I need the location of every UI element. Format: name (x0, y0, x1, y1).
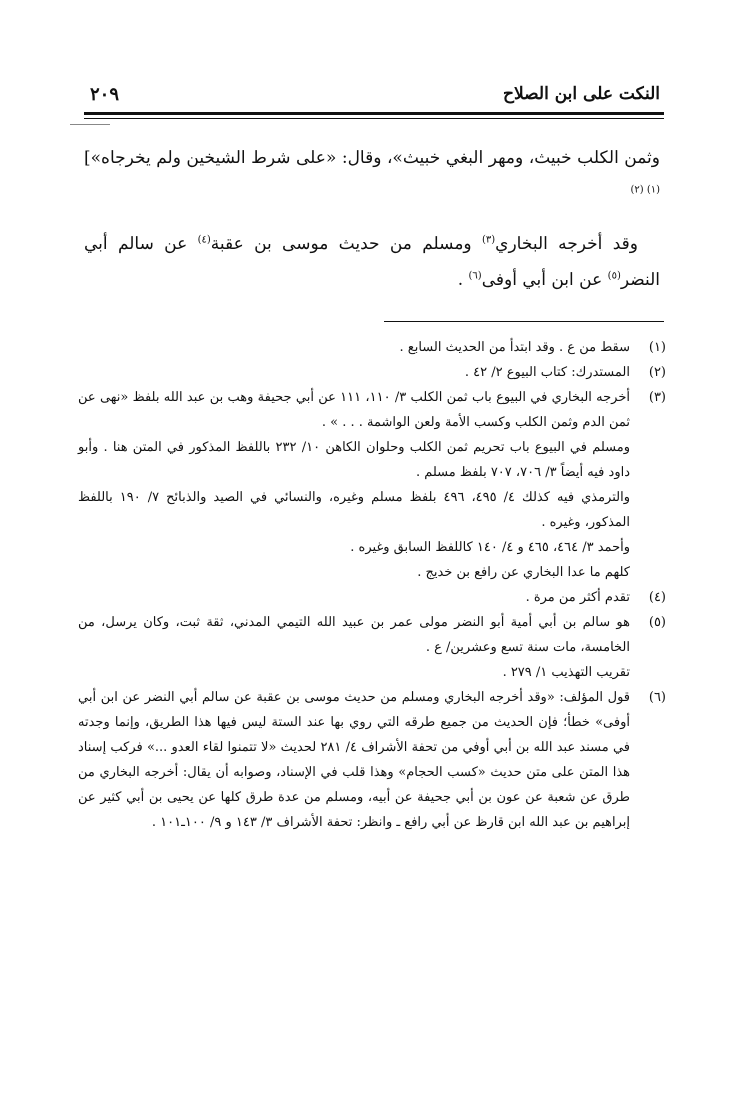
header-rule-thin (84, 118, 664, 119)
book-title: النكت على ابن الصلاح (503, 84, 660, 104)
scan-mark (70, 124, 110, 125)
footnote-5: (٥) هو سالم بن أبي أمية أبو النضر مولى عمر بن عبيد الله التيمي المدني، ثقة ثبت، وكان يرسل، من الخامسة، مات سنة تسع وعشرين/ ع . تقريب التهذيب ١/ ٢٧٩ . (78, 615, 666, 680)
main-paragraph-2: وقد أخرجه البخاري$^{(٣)}$ ومسلم من حديث موسى بن عقبة$^{(٤)}$ عن سالم أبي النضر$^{(٥)}$ عن ابن أبي أوفى$^{(٦)}$ . (84, 234, 660, 290)
page-number: ٢٠٩ (90, 84, 120, 105)
footnotes (78, 335, 666, 835)
main-text (84, 140, 660, 298)
footnote-3: (٣) أخرجه البخاري في البيوع باب ثمن الكلب ٣/ ١١٠، ١١١ عن أبي جحيفة وهب بن عبد الله بلفظ «نهى عن ثمن الدم وثمن الكلب وكسب الأمة ولعن الواشمة . . . » . ومسلم في البيوع باب تحريم ثمن الكلب وحلوان الكاهن ١٠/ ٢٣٢ باللفظ المذكور في المتن هنا . وأبو داود فيه أيضاً ٣/ ٧٠٦، ٧٠٧ بلفظ مسلم . والترمذي فيه كذلك ٤/ ٤٩٥، ٤٩٦ بلفظ مسلم وغيره، والنسائي في الصيد والذبائح ٧/ ١٩٠ باللفظ المذكور، وغيره . وأحمد ٣/ ٤٦٤، ٤٦٥ و ٤/ ١٤٠ كاللفظ السابق وغيره . كلهم ما عدا البخاري عن رافع بن خديج . (78, 390, 666, 580)
footnote-4: (٤) تقدم أكثر من مرة . (525, 590, 666, 605)
footnote-2: (٢) المستدرك: كتاب البيوع ٢/ ٤٢ . (464, 365, 666, 380)
header-rule-thick (84, 112, 664, 115)
footnote-1: (١) سقط من ع . وقد ابتدأ من الحديث السابع . (399, 340, 666, 355)
footnote-ref: (٣) (481, 234, 496, 246)
footnote-separator (384, 321, 664, 322)
footnote-refs: (١) (٢) (630, 184, 660, 196)
footnote-6: (٦) قول المؤلف: «وقد أخرجه البخاري ومسلم من حديث موسى بن عقبة عن سالم أبي النضر عن ابن أبي أوفى» خطأ؛ فإن الحديث من جميع طرقه التي روي بها عند الستة ليس فيها هذا الطريق، وإنما وجدته في مسند عبد الله بن أبي أوفي من تحفة الأشراف ٤/ ٢٨١ لحديث «لا تتمنوا لقاء العدو ...» فركب إسناد هذا المتن على متن حديث «كسب الحجام» وهذا قلب في الإسناد، وصوابه أن يقال: أخرجه البخاري من طرق عن شعبة عن عون بن أبي جحيفة عن أبيه، ومسلم من عدة طرق كلها عن يحيى بن أبي كثير عن إبراهيم بن عبد الله ابن قارظ عن أبي رافع ـ وانظر: تحفة الأشراف ٣/ ١٤٣ و ٩/ ١٠٠ـ١٠١ . (78, 690, 666, 830)
running-header (84, 80, 660, 110)
footnote-ref: (٥) (607, 270, 621, 282)
footnote-ref: (٤) (197, 234, 211, 246)
footnote-ref: (٦) (468, 270, 482, 282)
main-paragraph-1: وثمن الكلب خبيث، ومهر البغي خبيث»، وقال: «على شرط الشيخين ولم يخرجاه»]$^{(١) (٢)}$ (84, 148, 660, 196)
